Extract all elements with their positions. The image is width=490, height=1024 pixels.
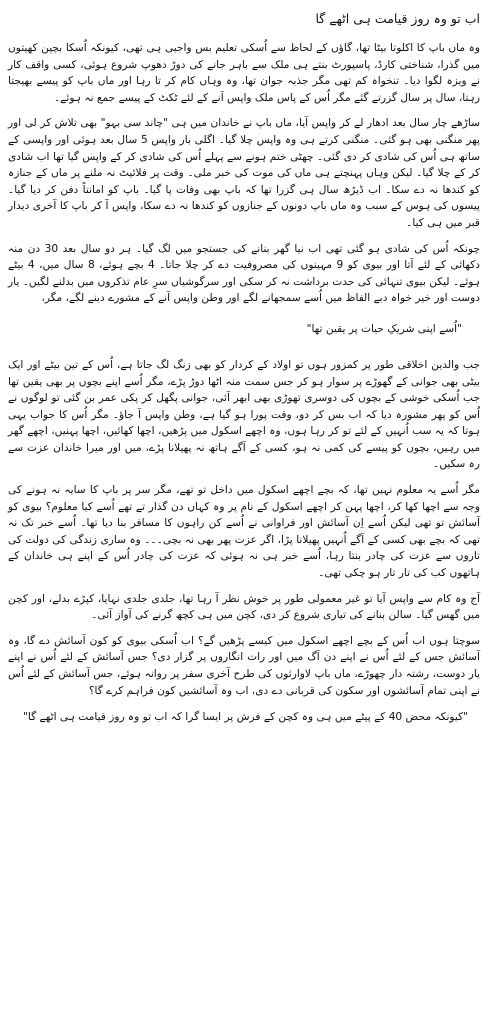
paragraph-1: وہ ماں باپ کا اکلوتا بیٹا تھا، گاؤں کے لحاظ سے اُسکی تعلیم بس واجبی ہی تھی، کیونکہ اُسکا بچپن کھیتوں میں گذرا، شناختی کارڈ، پاسپورٹ بنتے ہی ملک سے باہر جانے کی دوڑ دھوپ شروع ہوئی، کسی واقف کار نے ویزہ لگوا دیا۔ تنخواہ کم تھی مگر جذبہ جوان تھا، وہ وہاں کام کر تا رہا اور ماں باپ کو پیسے بھیجتا رہتا، سال پر سال گزرتے گئے مگر اُس کے پاس ملک واپس آنے کے لئے ٹکٹ کے پیسے جمع نہ ہوئے۔	[8, 42, 480, 104]
paragraph-7: سوچتا ہوں اب اُس کے بچے اچھے اسکول میں کیسے پڑھیں گے؟ اب اُسکی بیوی کو کون آسائش دے گا، وہ آسائش جس کے لئے اُس نے اپنے دن آگ میں اور رات انگاروں پر گزار دی؟ جس آسائش کے لئے اُس نے اپنے یار دوست، رشتہ دار چھوڑے، ماں باپ لاوارثوں کی طرح آخری سفر پر روانہ ہوئے، جس آسائش کے لئے اُس نے اپنی تمام آسائشوں اور سکون کی قربانی دے دی، اب وہ آسائشیں کون فراہم کرے گا؟	[8, 634, 480, 697]
article-title: اب تو وہ روز قیامت ہی اٹھے گا	[315, 11, 480, 26]
pull-quote: "اُسے اپنی شریکِ حیات پر یقین تھا"	[306, 322, 462, 335]
paragraph-3: چونکہ اُس کی شادی ہو گئی تھی اب نیا گھر بنانے کی جستجو میں لگ گیا۔ ہر دو سال بعد 30 دن منہ دکھائی کے لئے آتا اور بیوی کو 9 مہینوں کی مصروفیت دے کر چلا جاتا۔ 4 بچے ہوئے، 8 سال میں، 4 بیٹے ہوئے۔ لیکن بیوی تنہائی کی حدت برداشت نہ کر سکی اور سرگوشیاں سرِ عام تذکروں میں بدلنے لگیں۔ یار دوست اور خیر خواہ دبے الفاظ میں اُسے سمجھانے لگے اور وطن واپس آنے کے مشورے دینے لگے، مگر،	[8, 242, 481, 305]
paragraph-2: ساڑھے چار سال بعد ادھار لے کر واپس آیا، ماں باپ نے خاندان میں ہی "چاند سی بہو" بھی تلاش کر لی اور پھر منگنی بھی ہو گئی۔ منگنی کرتے ہی وہ واپس چلا گیا۔ اگلی بار واپس 5 سال بعد ہوئی اور واپسی کے ساتھ ہی اُس کی شادی کر دی گئی۔ چھٹی ختم ہونے سے پہلے اُس کی شادی کر کے واپس گیا تھا اب شادی کر کے چلا گیا۔ لیکن وہاں پہنچتے ہی ماں کی موت کی خبر ملی۔ وقت پر فلائیٹ نہ ملنے پر ماں کے جنازہ کو کندھا نہ دے سکا۔ اب ڈیڑھ سال ہی گزرا تھا کہ باپ بھی وفات پا گیا۔ باپ کو امانتاً دفن کر دیا گیا۔ پیسوں کی ہوس کے سبب وہ ماں باپ دونوں کے جنازوں کو کندھا نہ دے سکا، واپس آ کر باپ کا آخری دیدار قبر میں ہی کیا۔	[8, 117, 480, 229]
paragraph-4: جب والدین اخلاقی طور پر کمزور ہوں تو اولاد کے کردار کو بھی زنگ لگ جاتا ہے، اُس کے تین بیٹے اور ایک بیٹی بھی جوانی کے گھوڑے پر سوار ہو کر جس سمت منہ اٹھا دوڑ پڑے، مگر اُسے اپنے بچوں پر بھی یقین تھا جب اُسکی خوشی کے بچوں کی دوسری تھوڑی بھی ابھر آئی، جوانی پگھل کر پکی عمر بن گئی تو لوگوں نے اُس کو پھر مشورہ دیا کہ اب بس کر دو، وقت پورا ہو گیا ہے، وطن واپس آ جاؤ۔ مگر اُس کا جواب یہی ہوتا کہ یہ سب اُنہیں کے لئے تو کر رہا ہوں، وہ اچھے اسکول میں پڑھیں، اچھا کھائیں، اچھا پہنیں، اچھے گھر میں رہیں، بچوں کو پیسے کی کمی نہ ہو، کسی کے آگے ہاتھ نہ پھیلانا پڑے، میں اور میرا خاندان عزت سے رہ سکیں۔	[8, 358, 480, 471]
paragraph-5: مگر اُسے یہ معلوم نہیں تھا، کہ بچے اچھے اسکول میں داخل تو تھے، مگر سر پر باپ کا سایہ نہ ہونے کی وجہ سے اچھا کھا کر، اچھا پہن کر اچھے اسکول کے نام پر وہ کہاں دن گذار تے تھے اُسے کیا معلوم؟ بیوی کو آسائش تو تھی لیکن اُسے اِن آسائش اور فراوانی نے اُسے کن راہوں کا مسافر بنا دیا تھا۔ اُسے خبر تک نہ تھی کہ بچے بھی کسی کے آگے اُنہیں پھیلانا پڑا، اگر عزت پھر بھی نہ بچی۔۔۔ وہ ساری زندگی کی دولت کی تاروں سے عزت کی چادر بنتا رہا، اُسے خبر ہی نہ ہوئی کہ عزت کی چادر اُس کے اپنے ہی خاندان کے ہاتھوں کب کی تار تار ہو چکی تھی۔	[8, 484, 480, 580]
closing-line: "کیونکہ محض 40 کے پیٹے میں ہی وہ کچن کے فرش پر ایسا گرا کہ اب تو وہ روز قیامت ہی اٹھے گا"	[23, 711, 468, 724]
paragraph-6: آج وہ کام سے واپس آیا تو غیر معمولی طور پر خوش نظر آ رہا تھا، جلدی جلدی نہایا، کپڑے بدلے، اور کچن میں گھس گیا۔ سالن بنانے کی تیاری شروع کر دی، کچن میں ہی کچھ گرنے کی آواز آئی۔	[8, 592, 480, 622]
